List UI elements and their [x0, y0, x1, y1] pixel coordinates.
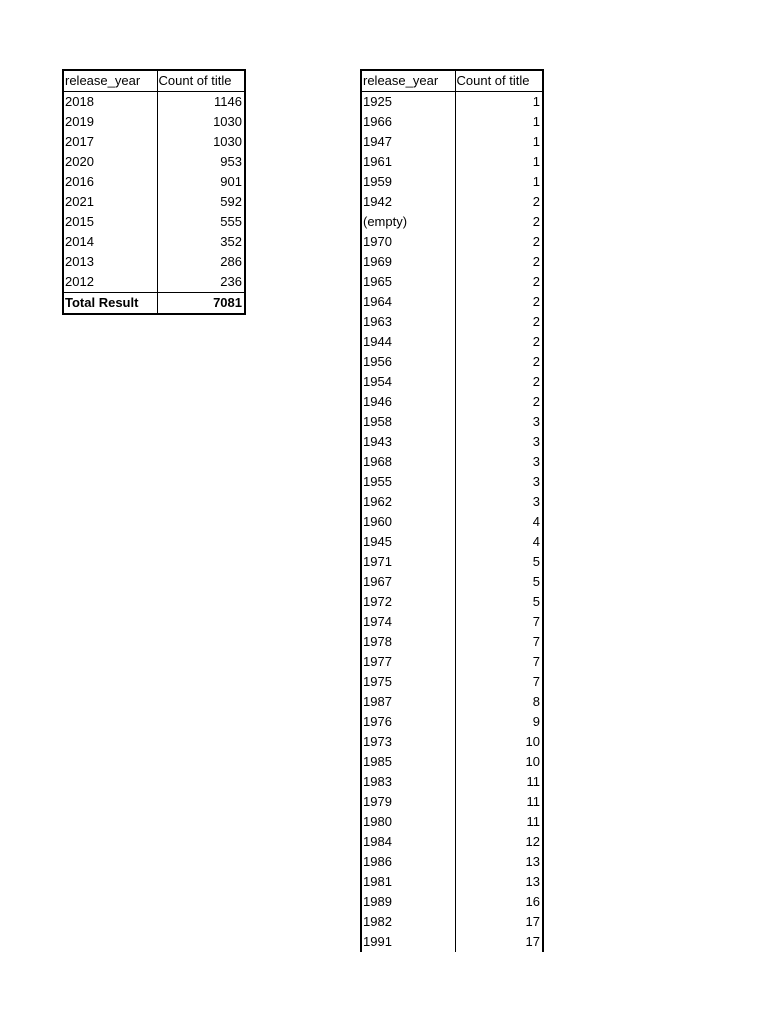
cell-count-of-title[interactable]: 1	[532, 114, 540, 129]
cell-count-of-title[interactable]: 7	[532, 614, 540, 629]
cell-count-of-title[interactable]: 16	[525, 894, 540, 909]
cell-count-of-title[interactable]: 7	[532, 674, 540, 689]
column-header-count-of-title[interactable]: Count of title	[157, 70, 245, 92]
cell-count-of-title[interactable]: 13	[525, 854, 540, 869]
cell-release-year[interactable]: 1986	[361, 852, 455, 872]
cell-count-of-title[interactable]: 236	[220, 274, 242, 289]
table-row	[361, 212, 543, 232]
table-row	[361, 552, 543, 572]
column-header-release-year[interactable]: release_year	[361, 70, 455, 92]
table-row	[361, 852, 543, 872]
table-row	[361, 352, 543, 372]
cell-count-of-title[interactable]: 1030	[213, 134, 242, 149]
cell-count-of-title[interactable]: 555	[220, 214, 242, 229]
table-row	[361, 592, 543, 612]
table-row	[361, 812, 543, 832]
total-row	[63, 293, 245, 315]
cell-count-of-title[interactable]: 12	[525, 834, 540, 849]
cell-release-year[interactable]: 2018	[63, 92, 157, 113]
cell-release-year[interactable]: 1972	[361, 592, 455, 612]
cell-count-of-title[interactable]: 3	[532, 454, 540, 469]
cell-count-of-title[interactable]: 2	[532, 274, 540, 289]
table-row	[63, 112, 245, 132]
cell-count-of-title[interactable]: 286	[220, 254, 242, 269]
table-row	[361, 432, 543, 452]
cell-release-year[interactable]: 1983	[361, 772, 455, 792]
cell-count-of-title[interactable]: 5	[532, 574, 540, 589]
cell-release-year[interactable]: 2014	[63, 232, 157, 252]
cell-release-year[interactable]: 1960	[361, 512, 455, 532]
cell-count-of-title[interactable]: 352	[220, 234, 242, 249]
table-row	[361, 832, 543, 852]
cell-count-of-title[interactable]: 3	[532, 494, 540, 509]
cell-count-of-title[interactable]: 4	[532, 514, 540, 529]
cell-release-year[interactable]: 1984	[361, 832, 455, 852]
table-row	[361, 792, 543, 812]
table-row	[361, 252, 543, 272]
cell-count-of-title[interactable]: 592	[220, 194, 242, 209]
table-row	[361, 152, 543, 172]
table-row	[361, 232, 543, 252]
cell-release-year[interactable]: 1961	[361, 152, 455, 172]
table-row	[361, 872, 543, 892]
table-row	[63, 152, 245, 172]
cell-count-of-title[interactable]: 10	[525, 734, 540, 749]
cell-count-of-title[interactable]: 4	[532, 534, 540, 549]
table-row	[63, 232, 245, 252]
cell-count-of-title[interactable]: 3	[532, 414, 540, 429]
cell-release-year[interactable]: 1942	[361, 192, 455, 212]
cell-count-of-title[interactable]: 1	[532, 134, 540, 149]
cell-release-year[interactable]: 1962	[361, 492, 455, 512]
cell-count-of-title[interactable]: 5	[532, 594, 540, 609]
cell-release-year[interactable]: 1955	[361, 472, 455, 492]
cell-release-year[interactable]: 2015	[63, 212, 157, 232]
cell-count-of-title[interactable]: 17	[525, 934, 540, 949]
table-row	[361, 92, 543, 113]
cell-release-year[interactable]: 1944	[361, 332, 455, 352]
table-row	[361, 652, 543, 672]
table-row	[361, 712, 543, 732]
table-header-row	[361, 70, 543, 92]
column-header-count-of-title[interactable]: Count of title	[455, 70, 543, 92]
table-row	[361, 112, 543, 132]
table-row	[361, 472, 543, 492]
table-row	[361, 412, 543, 432]
cell-count-of-title[interactable]: 1	[532, 154, 540, 169]
cell-release-year[interactable]: 1943	[361, 432, 455, 452]
cell-release-year[interactable]: 1966	[361, 112, 455, 132]
cell-release-year[interactable]: 1925	[361, 92, 455, 113]
cell-release-year[interactable]: 1947	[361, 132, 455, 152]
cell-release-year[interactable]: 1963	[361, 312, 455, 332]
cell-release-year[interactable]: 1985	[361, 752, 455, 772]
cell-count-of-title[interactable]: 2	[532, 394, 540, 409]
cell-release-year[interactable]: (empty)	[361, 212, 455, 232]
cell-release-year[interactable]: 1987	[361, 692, 455, 712]
total-value[interactable]: 7081	[157, 293, 245, 315]
table-row	[361, 492, 543, 512]
cell-count-of-title[interactable]: 11	[526, 774, 540, 789]
table-row	[361, 672, 543, 692]
cell-count-of-title[interactable]: 2	[532, 234, 540, 249]
cell-count-of-title[interactable]: 17	[525, 914, 540, 929]
cell-count-of-title[interactable]: 11	[526, 794, 540, 809]
cell-count-of-title[interactable]: 7	[532, 634, 540, 649]
cell-release-year[interactable]: 1973	[361, 732, 455, 752]
table-row	[361, 892, 543, 912]
cell-release-year[interactable]: 1945	[361, 532, 455, 552]
cell-count-of-title[interactable]: 8	[532, 694, 540, 709]
cell-release-year[interactable]: 1980	[361, 812, 455, 832]
cell-release-year[interactable]: 1964	[361, 292, 455, 312]
cell-count-of-title[interactable]: 1146	[214, 94, 242, 109]
cell-count-of-title[interactable]: 13	[525, 874, 540, 889]
cell-count-of-title[interactable]: 2	[532, 314, 540, 329]
table-row	[361, 772, 543, 792]
cell-release-year[interactable]: 1971	[361, 552, 455, 572]
table-row	[361, 132, 543, 152]
table-row	[361, 272, 543, 292]
cell-count-of-title[interactable]: 11	[526, 814, 540, 829]
table-row	[63, 212, 245, 232]
column-header-release-year[interactable]: release_year	[63, 70, 157, 92]
table-row	[361, 632, 543, 652]
cell-release-year[interactable]: 1991	[361, 932, 455, 952]
cell-release-year[interactable]: 1946	[361, 392, 455, 412]
table-row	[361, 392, 543, 412]
cell-release-year[interactable]: 1969	[361, 252, 455, 272]
table-row	[361, 292, 543, 312]
table-row	[361, 752, 543, 772]
cell-release-year[interactable]: 2016	[63, 172, 157, 192]
cell-count-of-title[interactable]: 2	[532, 374, 540, 389]
cell-count-of-title[interactable]: 2	[532, 214, 540, 229]
table-row	[361, 732, 543, 752]
cell-count-of-title[interactable]: 9	[532, 714, 540, 729]
cell-release-year[interactable]: 1974	[361, 612, 455, 632]
total-label[interactable]: Total Result	[63, 293, 157, 315]
cell-count-of-title[interactable]: 901	[220, 174, 242, 189]
table-row	[361, 332, 543, 352]
table-row	[361, 172, 543, 192]
cell-release-year[interactable]: 1976	[361, 712, 455, 732]
table-row	[361, 912, 543, 932]
cell-count-of-title[interactable]: 10	[525, 754, 540, 769]
cell-count-of-title[interactable]: 1	[532, 94, 540, 109]
cell-count-of-title[interactable]: 2	[532, 294, 540, 309]
table-row	[361, 532, 543, 552]
table-row	[361, 692, 543, 712]
table-row	[361, 512, 543, 532]
cell-release-year[interactable]: 1967	[361, 572, 455, 592]
cell-release-year[interactable]: 1982	[361, 912, 455, 932]
cell-count-of-title[interactable]: 2	[532, 194, 540, 209]
cell-release-year[interactable]: 2019	[63, 112, 157, 132]
table-row	[63, 132, 245, 152]
cell-count-of-title[interactable]: 7	[532, 654, 540, 669]
cell-count-of-title[interactable]: 5	[532, 554, 540, 569]
cell-release-year[interactable]: 1958	[361, 412, 455, 432]
table-row	[63, 172, 245, 192]
cell-count-of-title[interactable]: 2	[532, 354, 540, 369]
cell-count-of-title[interactable]: 1030	[213, 114, 242, 129]
table-row	[63, 92, 245, 113]
cell-release-year[interactable]: 2020	[63, 152, 157, 172]
cell-count-of-title[interactable]: 2	[532, 334, 540, 349]
cell-release-year[interactable]: 2021	[63, 192, 157, 212]
cell-release-year[interactable]: 2012	[63, 272, 157, 293]
cell-count-of-title[interactable]: 2	[532, 254, 540, 269]
cell-release-year[interactable]: 1954	[361, 372, 455, 392]
table-row	[361, 932, 543, 952]
cell-release-year[interactable]: 2013	[63, 252, 157, 272]
cell-release-year[interactable]: 1979	[361, 792, 455, 812]
cell-release-year[interactable]: 1965	[361, 272, 455, 292]
cell-release-year[interactable]: 1981	[361, 872, 455, 892]
table-row	[63, 252, 245, 272]
cell-release-year[interactable]: 1978	[361, 632, 455, 652]
table-header-row	[63, 70, 245, 92]
table-row	[361, 192, 543, 212]
cell-release-year[interactable]: 1956	[361, 352, 455, 372]
cell-count-of-title[interactable]: 1	[532, 174, 540, 189]
cell-release-year[interactable]: 1989	[361, 892, 455, 912]
cell-count-of-title[interactable]: 953	[220, 154, 242, 169]
table-row	[361, 372, 543, 392]
cell-release-year[interactable]: 1968	[361, 452, 455, 472]
cell-release-year[interactable]: 1977	[361, 652, 455, 672]
table-row	[63, 272, 245, 293]
cell-release-year[interactable]: 1970	[361, 232, 455, 252]
table-row	[361, 312, 543, 332]
cell-release-year[interactable]: 1975	[361, 672, 455, 692]
table-row	[63, 192, 245, 212]
table-row	[361, 452, 543, 472]
cell-release-year[interactable]: 2017	[63, 132, 157, 152]
pivot-table-all-years	[360, 69, 544, 952]
table-row	[361, 572, 543, 592]
cell-count-of-title[interactable]: 3	[532, 434, 540, 449]
cell-count-of-title[interactable]: 3	[532, 474, 540, 489]
cell-release-year[interactable]: 1959	[361, 172, 455, 192]
pivot-table-top-years	[62, 69, 246, 315]
table-row	[361, 612, 543, 632]
